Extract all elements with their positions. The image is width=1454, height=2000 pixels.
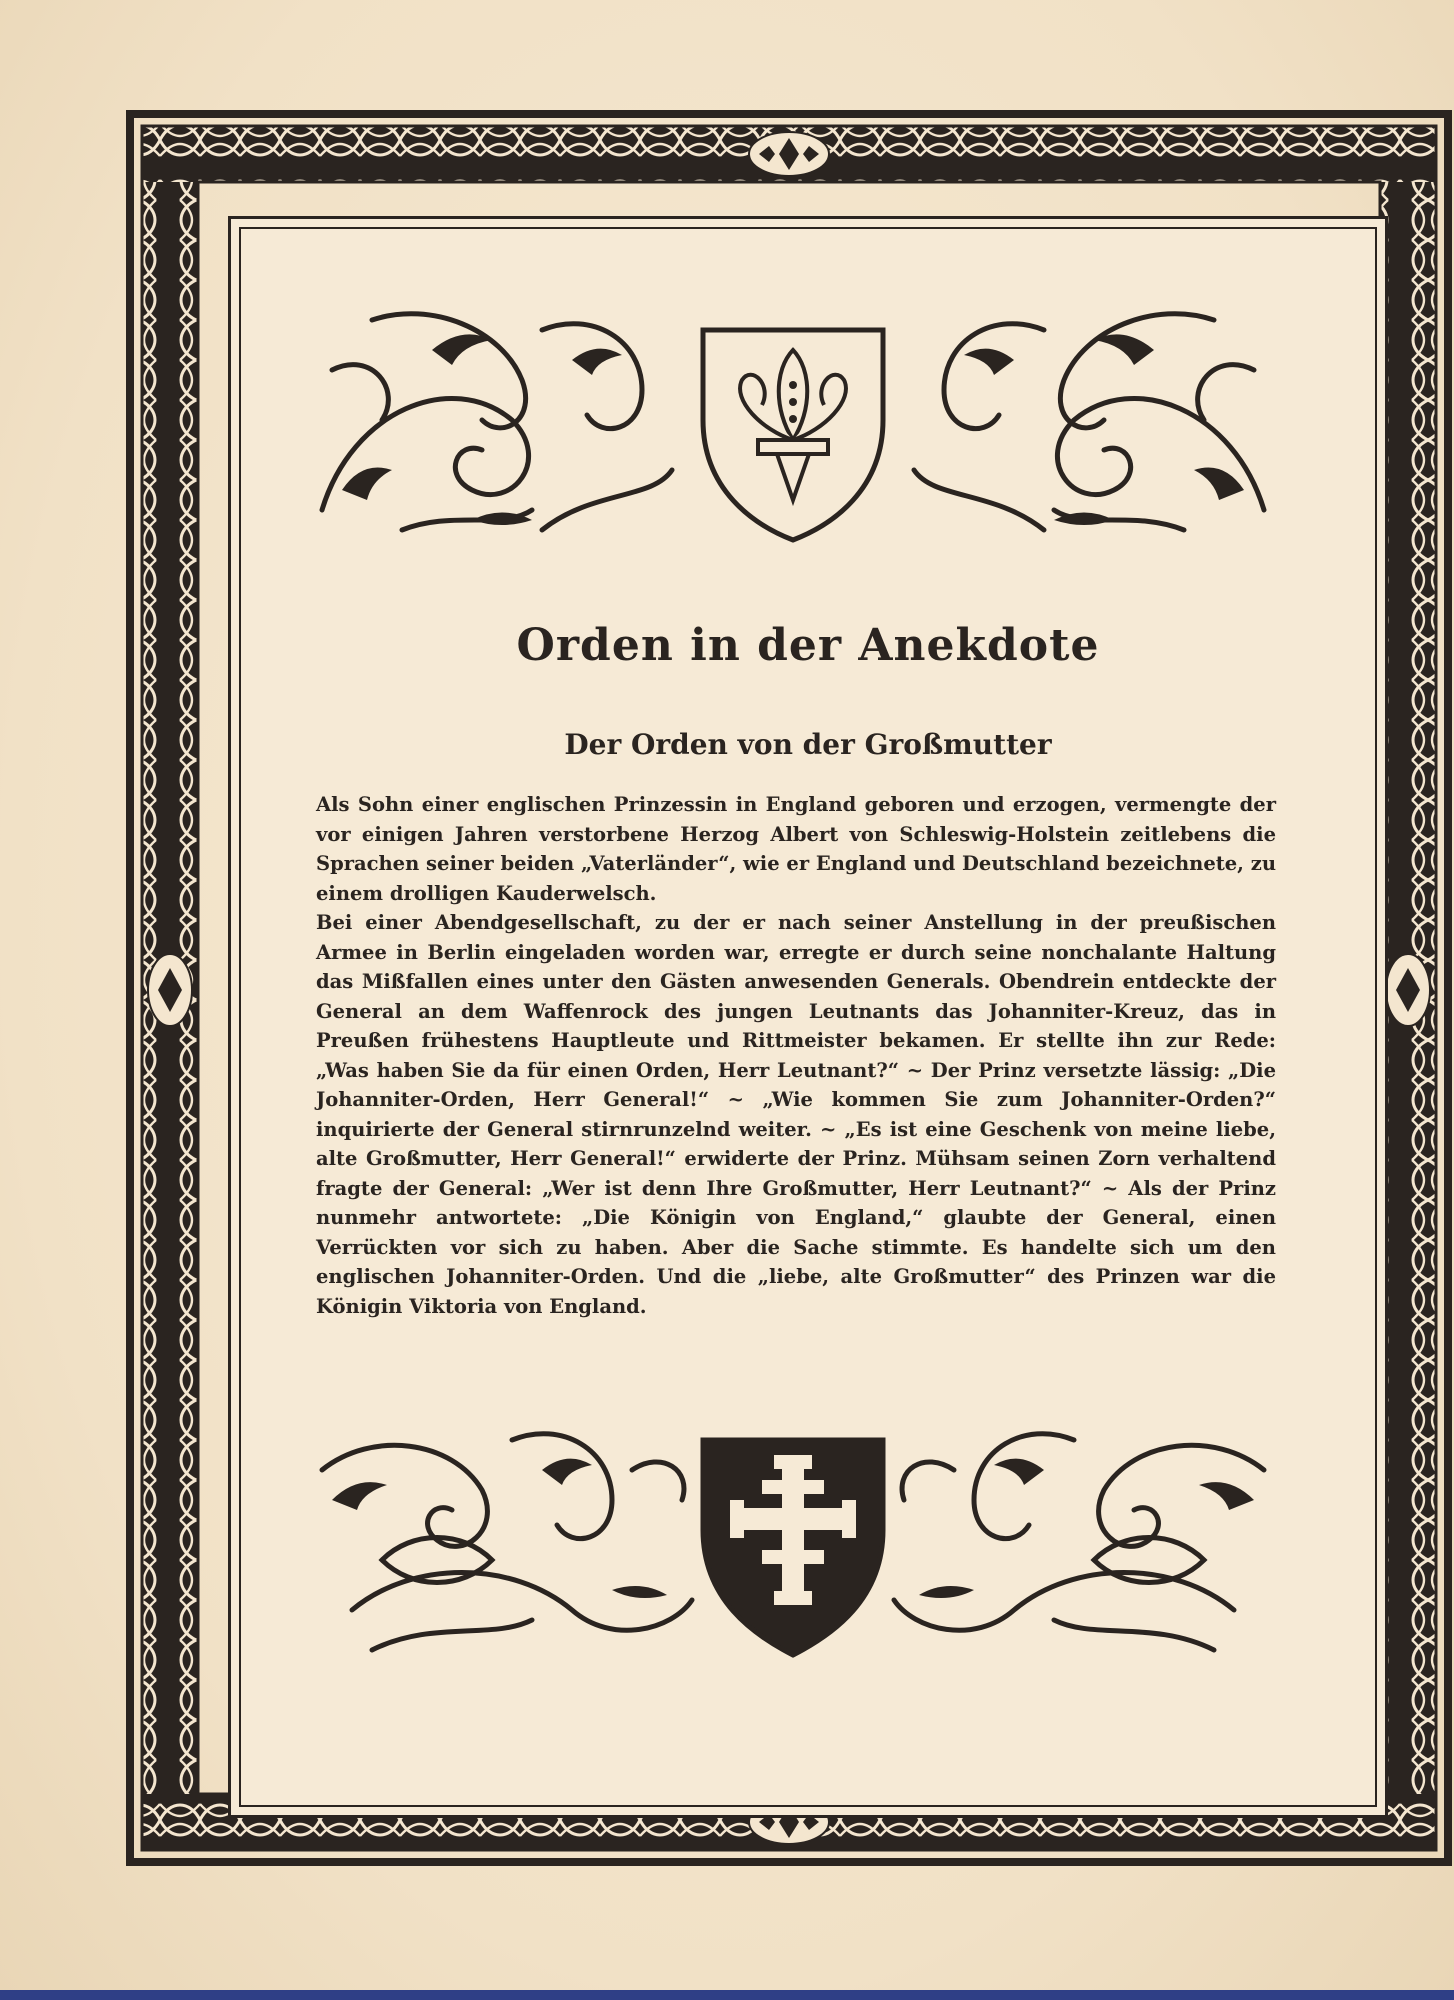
page-title: Orden in der Anekdote xyxy=(516,620,1100,671)
paragraph-2: Bei einer Abendgesellschaft, zu der er nach seiner Anstellung in der preußischen Armee in Berlin eingeladen worden war, erregte er durch seine nonchalante Haltung das Mißfallen eines unter den Gästen anwesenden Generals. Obendrein entdeckte der General an dem Waffenrock des jungen Leutnants das Johanniter-Kreuz, das in Preußen frühestens Hauptleute und Rittmeister bekamen. Er stellte ihn zur Rede: „Was haben Sie da für einen Orden, Herr Leutnant?“ ~ Der Prinz versetzte lässig: „Die Johanniter-Orden, Herr General!“ ~ „Wie kommen Sie zum Johanniter-Orden?“ inquirierte der General stirnrunzelnd weiter. ~ „Es ist eine Geschenk von meine liebe, alte Großmutter, Herr General!“ erwiderte der Prinz. Mühsam seinen Zorn verhaltend fragte der General: „Wer ist denn Ihre Großmutter, Herr Leutnant?“ ~ Als der Prinz nunmehr antwortete: „Die Königin von England,“ glaubte der General, einen Verrückten vor sich zu haben. Aber die Sache stimmte. Es handelte sich um den englischen Johanniter-Orden. Und die „liebe, alte Großmutter“ des Prinzen war die Königin Viktoria von England. xyxy=(316,911,1276,1318)
scan-edge-strip xyxy=(0,1990,1454,2000)
paragraph-1: Als Sohn einer englischen Prinzessin in England geboren und erzogen, vermengte der vor einigen Jahren verstorbene Herzog Albert von Schleswig-Holstein zeitlebens die Sprachen seiner beiden „Vaterländer“, wie er England und Deutschland bezeichnete, zu einem drolligen Kauderwelsch. xyxy=(316,793,1276,905)
cross-shield-ornament-icon xyxy=(312,1410,1274,1660)
fleur-de-lis-ornament-icon xyxy=(312,290,1274,550)
anecdote-text xyxy=(316,790,1276,1321)
section-subtitle: Der Orden von der Großmutter xyxy=(564,728,1052,761)
